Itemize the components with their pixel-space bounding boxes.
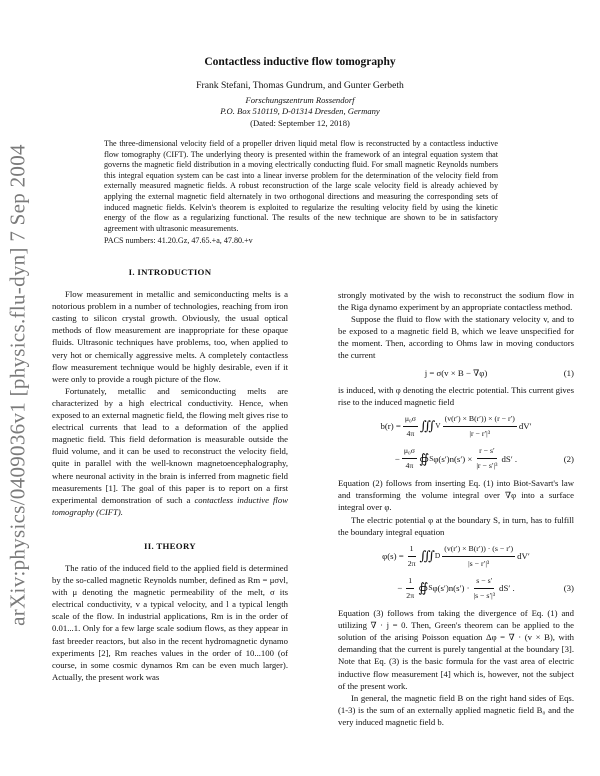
- eq2-coef-a: [403, 413, 418, 440]
- eq3-volume-integral: ∭: [419, 548, 435, 564]
- eq3-kernel-b: [472, 575, 498, 602]
- date-line: (Dated: September 12, 2018): [250, 118, 350, 128]
- eq2-potential-term: φ(s′)n(s′) ×: [433, 453, 473, 464]
- intro-paragraph-2-text: Fortunately, metallic and semiconducting melts are characterized by a high electrical conductivity. Hence, when exposed to an external magnetic field, the flowing melt gives rise to electrical currents that lead to a deformation of the applied magnetic field. This field deformation is measurable outside the fluid volume, and it can be used to reconstruct the velocity field, quite in parallel with the well-known magnetoencephalography, where neuronal activity in the brain is inferred from magnetic field measurements [1]. The goal of this paper is to report on a first experimental demonstration of such a: [52, 385, 288, 505]
- intro-paragraph-2: [52, 385, 288, 518]
- eq2-volume-sub: V: [435, 421, 441, 431]
- eq3-kernel-a: [442, 543, 515, 570]
- eq3-coef-b-num: 1: [406, 575, 414, 589]
- eq2-volume-integral: ∭: [419, 418, 436, 434]
- eq3-minus: −: [397, 583, 403, 594]
- eq2-coef-b-num: μ₀σ: [402, 445, 417, 459]
- abstract: The three-dimensional velocity field of a propeller driven liquid metal flow is reconstructed by a contactless inductive flow tomography (CIFT). The underlying theory is presented within the framework of an integral equation system that governs the magnetic field distribution in a moving electrically conducting fluid. For small magnetic Reynolds numbers this integral equation system can be cast into a linear inverse problem for the determination of the velocity field from externally measured magnetic fields. A robust reconstruction of the large scale velocity field is already achieved by applying the external magnetic field alternately in two orthogonal directions and measuring the corresponding sets of induced magnetic fields. Kelvin's theorem is exploited to regularize the resulting velocity field by using the kinetic energy of the flow as a regularizing functional. The results of the new technique are shown to be in satisfactory agreement with ultrasonic measurements.: [104, 139, 498, 233]
- eq3-kernel-a-num: (v(r′) × B(r′)) · (s − r′): [442, 543, 515, 557]
- equation-1: [338, 367, 574, 379]
- eq3-coef-a-den: 2π: [407, 558, 416, 568]
- equation-3: [338, 543, 574, 602]
- eq3-surface-sub: S: [428, 583, 433, 593]
- section-heading-theory: II. THEORY: [144, 540, 196, 551]
- affiliation-line-2: P.O. Box 510119, D-01314 Dresden, Germany: [220, 106, 380, 116]
- equation-2-number: (2): [563, 453, 574, 464]
- right-paragraph-5: The electric potential φ at the boundary S, in turn, has to fulfill the boundary integral equation: [338, 514, 574, 537]
- cift-emphasis: contactless inductive flow tomography (CIFT).: [52, 494, 288, 517]
- right-paragraph-1: strongly motivated by the wish to reconstruct the sodium flow in the Riga dynamo experiment by an appropriate contactless method.: [338, 290, 574, 313]
- eq2-surface-integral: ∯: [418, 450, 430, 466]
- eq2-dv: dV′: [518, 421, 532, 432]
- eq3-coef-a: [406, 543, 418, 570]
- eq2-kernel-b-num: r − s′: [477, 445, 497, 459]
- eq2-kernel-a-den: |r − r′|³: [469, 428, 491, 438]
- eq3-ds: dS′ .: [499, 583, 515, 594]
- eq3-volume-sub: D: [434, 551, 441, 561]
- paper-title: Contactless inductive flow tomography: [204, 56, 396, 68]
- intro-paragraph-1: Flow measurement in metallic and semiconducting melts is a notorious problem in a number of technologies, reaching from iron casting to silicon crystal growth. Obviously, the usual optical methods of flow measurement are inappropriate for these opaque fluids. Ultrasonic techniques have problems, too, when applied to very hot or chemically aggressive melts. A completely contactless flow measurement technique would be highly desirable, even if it were only to provide a rough picture of the flow.: [52, 289, 288, 384]
- arxiv-side-label: [2, 144, 34, 626]
- right-paragraph-4: Equation (2) follows from inserting Eq. (1) into Biot-Savart's law and transforming the volume integral over ∇φ into a surface integral over φ.: [338, 478, 574, 513]
- equation-2: [338, 413, 574, 472]
- right-paragraph-3: is induced, with φ denoting the electric potential. This current gives rise to the induced magnetic field: [338, 384, 574, 407]
- eq2-coef-b-den: 4π: [405, 461, 414, 471]
- eq2-coef-a-den: 4π: [406, 428, 415, 438]
- eq3-kernel-a-den: |s − r′|³: [468, 558, 490, 568]
- right-paragraph-2: Suppose the fluid to flow with the stationary velocity v, and to be exposed to a magnetic field B, which we leave unspecified for the moment. Then, according to Ohms law in moving conductors the current: [338, 314, 574, 361]
- authors: Frank Stefani, Thomas Gundrum, and Gunter Gerbeth: [196, 80, 404, 91]
- eq2-kernel-b-den: |r − s′|³: [476, 461, 498, 471]
- left-column: [52, 262, 288, 683]
- eq2-coef-a-num: μ₀σ: [403, 413, 418, 427]
- eq2-kernel-a-num: (v(r′) × B(r′)) × (r − r′): [443, 413, 517, 427]
- affiliation: [0, 95, 600, 117]
- theory-paragraph-1: The ratio of the induced field to the applied field is determined by the so-called magnetic Reynolds number, defined as Rm = μσvl, with μ denoting the magnetic permeability of the melt, σ its electrical conductivity, v a typical velocity, and l a typical length scale of the flow. In industrial applications, Rm is in the order of 0.01...1. Only for a few large scale sodium flows, as they appear in fast breeder reactors, but also in the recent hydromagnetic dynamo experiments [2], Rm reaches values in the order of 10...100 (of course, in some cosmic dynamos Rm can be even much larger). Actually, the present work was: [52, 562, 288, 682]
- eq3-coef-b-den: 2π: [406, 590, 415, 600]
- affiliation-line-1: Forschungszentrum Rossendorf: [245, 95, 355, 105]
- eq2-minus: −: [394, 453, 400, 464]
- equation-1-number: (1): [563, 367, 574, 378]
- eq2-surface-sub: S: [429, 453, 434, 463]
- equation-1-body: j = σ(v × B − ∇φ): [424, 367, 488, 378]
- eq2-kernel-a: [443, 413, 517, 440]
- eq3-potential-term: φ(s′)n(s′) ·: [432, 583, 470, 594]
- eq2-ds: dS′ .: [501, 453, 518, 464]
- equation-3-number: (3): [563, 583, 574, 594]
- pacs-numbers: PACS numbers: 41.20.Gz, 47.65.+a, 47.80.+v: [104, 236, 253, 245]
- eq2-coef-b: [402, 445, 417, 472]
- eq3-kernel-b-num: s − s′: [474, 575, 494, 589]
- eq3-kernel-b-den: |s − s′|³: [473, 590, 496, 600]
- eq3-surface-integral: ∯: [418, 580, 429, 596]
- eq3-lhs: φ(s) =: [382, 551, 404, 562]
- right-paragraph-7: In general, the magnetic field B on the right hand sides of Eqs. (1-3) is the sum of an externally applied magnetic field B₀ and the very induced magnetic field b.: [338, 692, 574, 727]
- arxiv-id-text: arXiv:physics/0409036v1 [physics.flu-dyn] 7 Sep 2004: [5, 144, 30, 626]
- eq3-coef-a-num: 1: [408, 543, 416, 557]
- eq3-dv: dV′: [517, 551, 530, 562]
- right-column: [338, 289, 574, 728]
- eq2-kernel-b: [474, 445, 499, 472]
- eq3-coef-b: [404, 575, 416, 602]
- right-paragraph-6: Equation (3) follows from taking the divergence of Eq. (1) and utilizing ∇ · j = 0. Then, Green's theorem can be applied to the solution of the arising Poisson equation Δφ = ∇ · (v × B), with demanding that the current is purely tangential at the boundary [3]. Note that Eq. (3) is the basic formula for the vast area of electric inductive flow measurement [4] which is, however, not the subject of the present work.: [338, 608, 574, 691]
- eq2-lhs: b(r) =: [380, 421, 401, 432]
- section-heading-introduction: I. INTRODUCTION: [128, 267, 212, 277]
